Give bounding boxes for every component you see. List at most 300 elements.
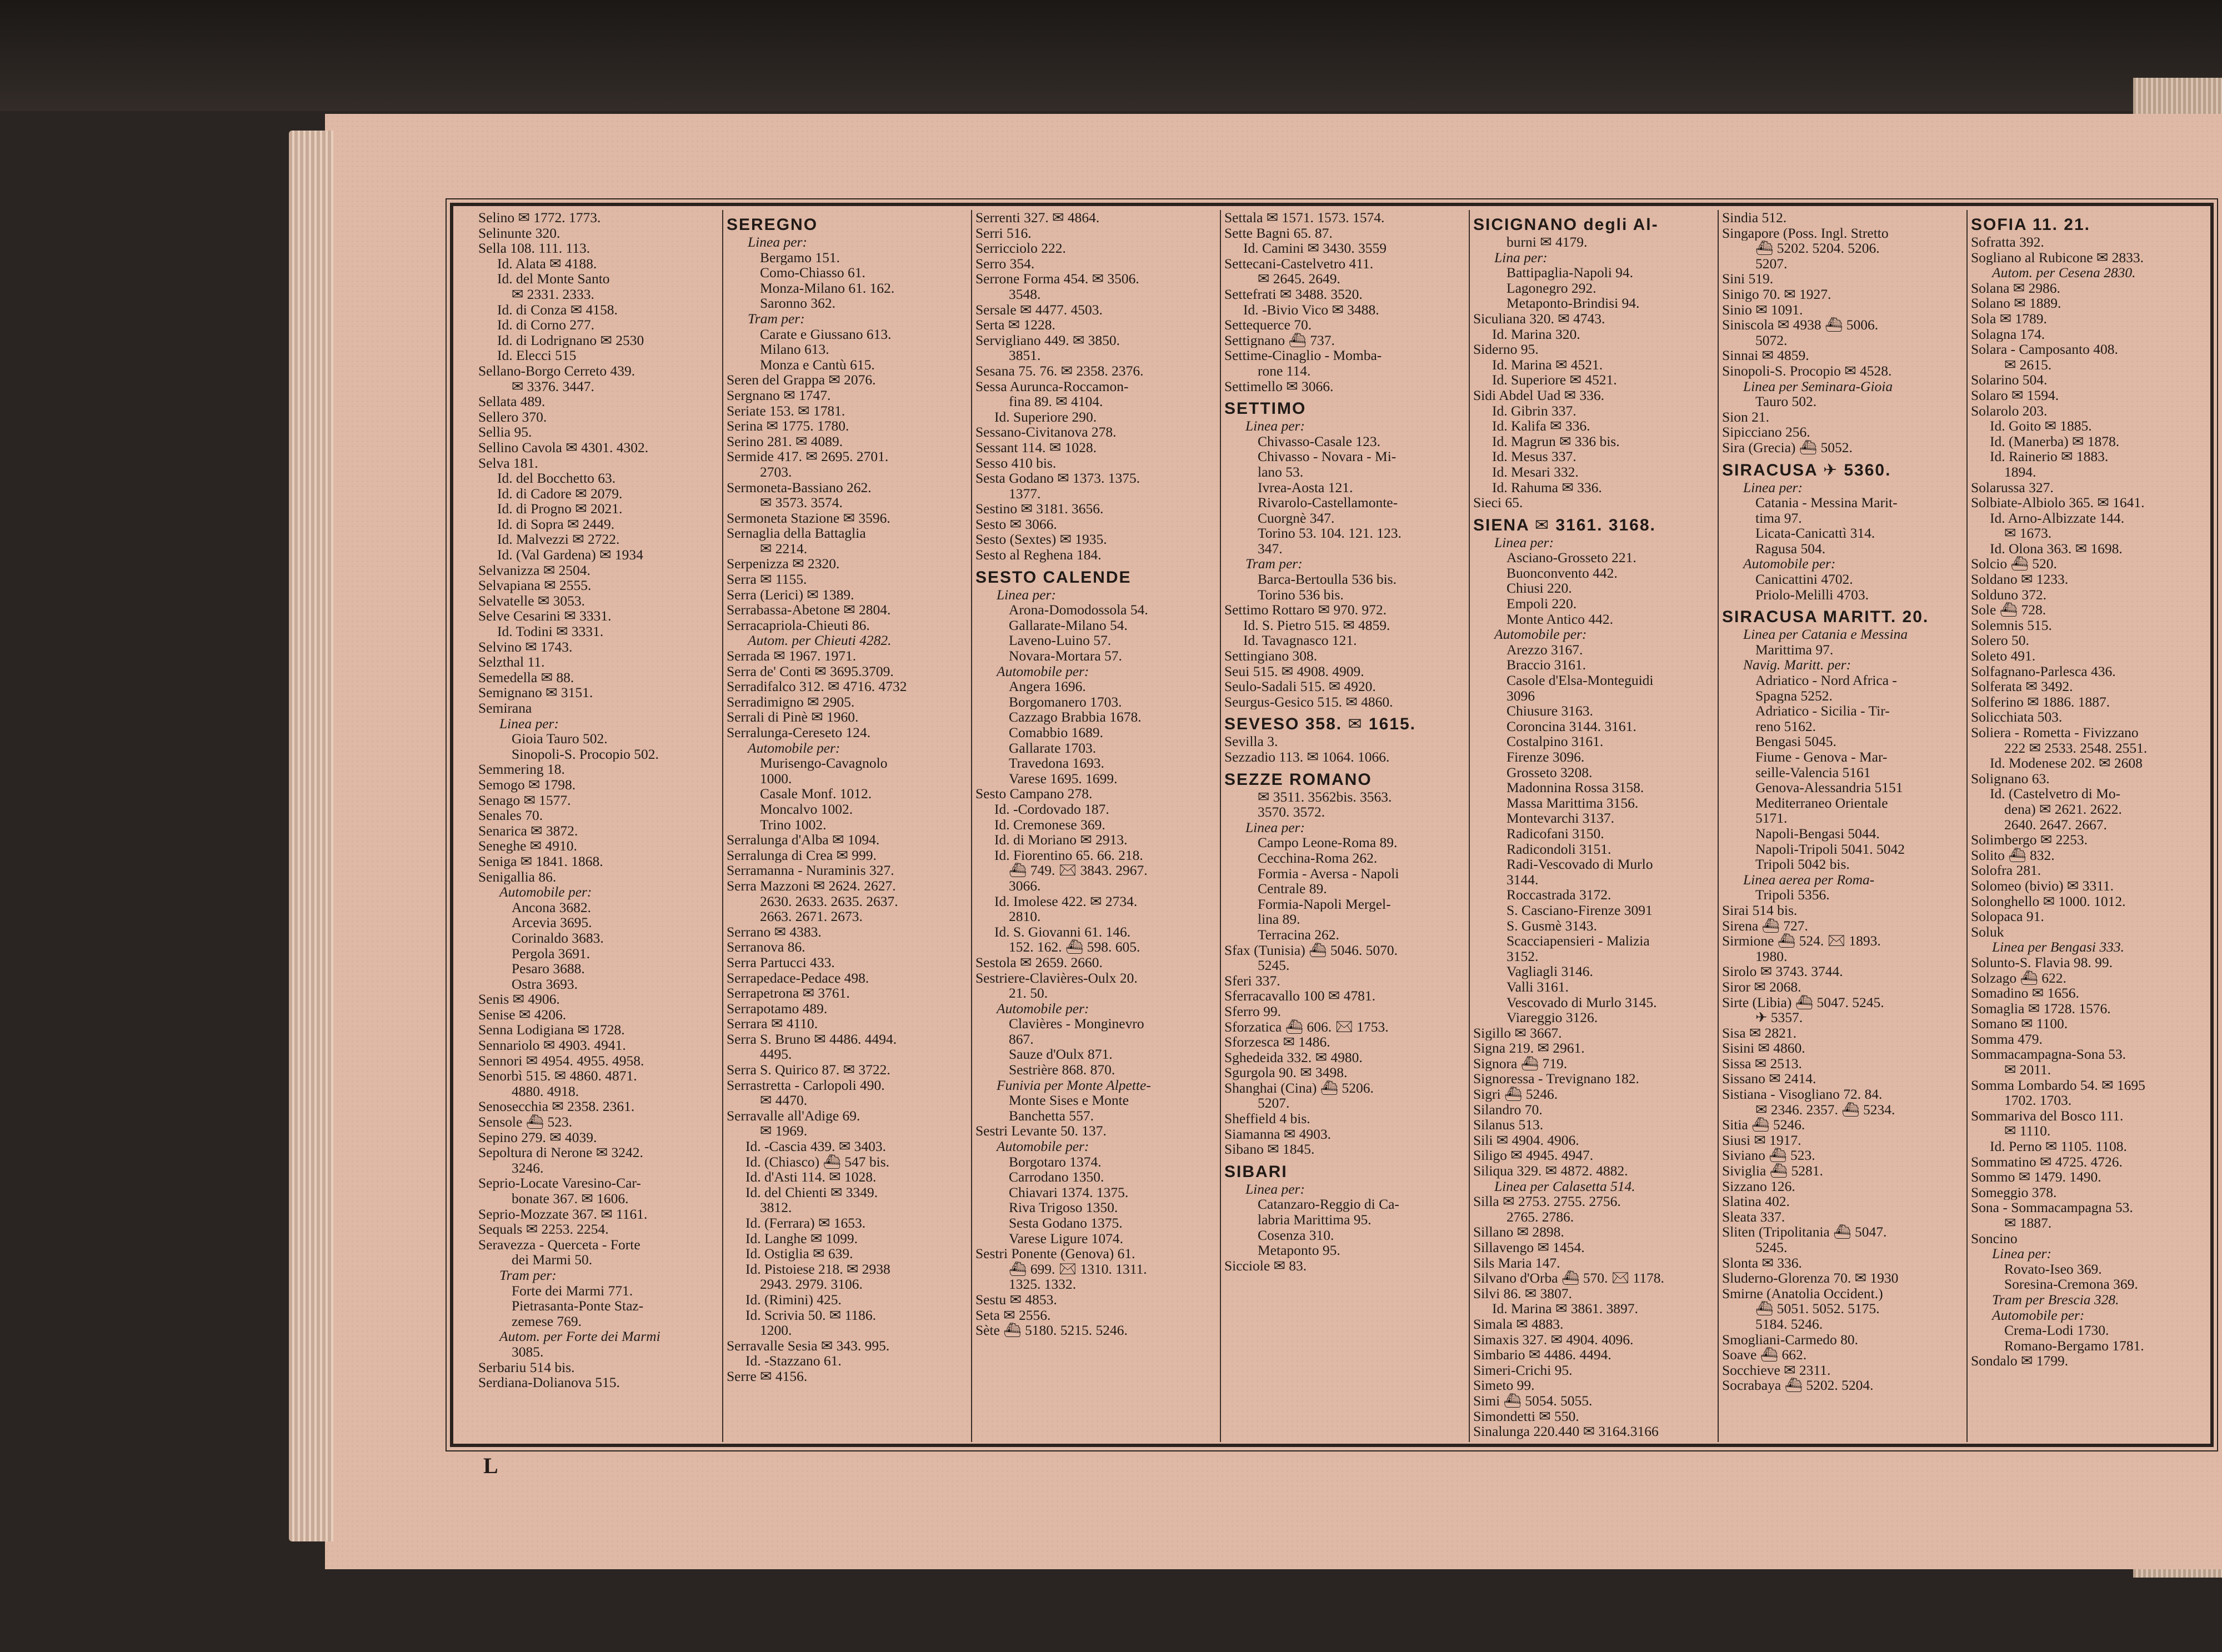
index-entry: Sicciole ✉ 83. — [1224, 1258, 1307, 1274]
index-column-5 — [1469, 210, 1718, 1442]
index-entry: Sirmione ⛴ 524. ✉ 1893. — [1722, 933, 1881, 949]
index-entry: Linea per: — [1992, 1246, 2051, 1261]
index-entry: Automobile per: — [1494, 627, 1587, 642]
index-entry: ✉ 3511. 3562bis. 3563. — [1258, 789, 1392, 805]
index-entry: Solunto-S. Flavia 98. 99. — [1971, 954, 2113, 970]
index-entry: Sellino Cavola ✉ 4301. 4302. — [478, 439, 649, 455]
index-entry: Id. (Castelvetro di Mo- — [1990, 786, 2121, 802]
index-entry: 1894. — [2004, 464, 2036, 480]
index-entry: 3570. 3572. — [1258, 804, 1325, 820]
index-entry: Sellano-Borgo Cerreto 439. — [478, 363, 635, 379]
index-entry: Id. del Bocchetto 63. — [497, 470, 616, 486]
station-heading: SESTO CALENDE — [975, 568, 1132, 587]
index-entry: Id. Scrivia 50. ✉ 1186. — [745, 1307, 877, 1323]
index-entry: Sesta Godano 1375. — [1009, 1215, 1123, 1231]
index-entry: Sestrière 868. 870. — [1009, 1062, 1115, 1078]
index-entry: Sellia 95. — [478, 424, 532, 440]
index-entry: Id. Cremonese 369. — [994, 817, 1105, 833]
index-entry: Firenze 3096. — [1507, 749, 1585, 765]
index-entry: Sils Maria 147. — [1473, 1255, 1560, 1271]
index-entry: Sogliano al Rubicone ✉ 2833. — [1971, 249, 2144, 266]
index-entry: Solana ✉ 2986. — [1971, 280, 2060, 296]
index-entry: Sinopoli-S. Procopio 502. — [512, 746, 659, 762]
index-entry: Rivarolo-Castellamonte- — [1258, 495, 1398, 510]
index-entry: Sinalunga 220.440 ✉ 3164.3166 — [1473, 1424, 1659, 1439]
index-entry: Empoli 220. — [1507, 596, 1577, 612]
index-entry: Silvano d'Orba ⛴ 570. ✉ 1178. — [1473, 1270, 1664, 1286]
index-entry: Serralunga d'Alba ✉ 1094. — [727, 832, 880, 848]
index-entry: Sergnano ✉ 1747. — [727, 387, 831, 403]
index-entry: Id. Magrun ✉ 336 bis. — [1492, 433, 1620, 449]
index-entry: Coroncina 3144. 3161. — [1507, 718, 1637, 734]
index-entry: Pesaro 3688. — [512, 961, 585, 977]
index-entry: Sermoneta-Bassiano 262. — [727, 479, 872, 495]
index-entry: Canicattini 4702. — [1755, 572, 1853, 587]
index-entry: Automobile per: — [997, 1000, 1089, 1017]
index-entry: Bergamo 151. — [760, 249, 840, 266]
index-entry: Senna Lodigiana ✉ 1728. — [478, 1022, 625, 1038]
index-entry: Asciano-Grosseto 221. — [1507, 550, 1637, 565]
index-entry: Automobile per: — [997, 663, 1089, 679]
index-entry: Sessa Aurunca-Roccamon- — [975, 378, 1129, 394]
index-entry: Como-Chiasso 61. — [760, 265, 865, 281]
index-entry: Napoli-Bengasi 5044. — [1755, 825, 1880, 842]
index-entry: 867. — [1009, 1031, 1034, 1047]
index-entry: Tram per: — [748, 311, 805, 327]
station-heading: SICIGNANO degli Al- — [1473, 216, 1659, 234]
index-entry: 347. — [1258, 540, 1283, 557]
index-entry: Sferi 337. — [1224, 973, 1280, 989]
index-entry: Id. di Moriano ✉ 2913. — [994, 832, 1128, 848]
index-entry: Fiume - Genova - Mar- — [1755, 749, 1888, 765]
index-entry: Tripoli 5356. — [1755, 887, 1830, 903]
index-entry: Silla ✉ 2753. 2755. 2756. — [1473, 1194, 1621, 1209]
index-entry: dena) ✉ 2621. 2622. — [2004, 801, 2122, 817]
index-entry: 5245. — [1755, 1240, 1788, 1255]
index-entry: Seta ✉ 2556. — [975, 1307, 1051, 1323]
index-entry: Solero 50. — [1971, 633, 2029, 649]
index-entry: Selva 181. — [478, 455, 538, 471]
index-entry: Radi-Vescovado di Murlo — [1507, 857, 1653, 872]
index-entry: Crema-Lodi 1730. — [2004, 1323, 2109, 1338]
index-entry: Vagliagli 3146. — [1507, 964, 1593, 979]
index-entry: Serralunga di Crea ✉ 999. — [727, 847, 877, 863]
index-entry: Ostra 3693. — [512, 976, 578, 992]
index-entry: Monte Antico 442. — [1507, 611, 1613, 627]
index-entry: Sette Bagni 65. 87. — [1224, 225, 1333, 241]
index-entry: Solito ⛴ 832. — [1971, 847, 2055, 863]
index-entry: Radicondoli 3151. — [1507, 841, 1612, 857]
index-entry: Id. d'Asti 114. ✉ 1028. — [745, 1169, 877, 1185]
index-entry: Tram per: — [1245, 556, 1303, 572]
index-entry: ✉ 2011. — [2004, 1062, 2051, 1078]
index-entry: Serrone Forma 454. ✉ 3506. — [975, 271, 1139, 287]
index-entry: Semirana — [478, 700, 532, 716]
index-entry: Cuorgnè 347. — [1258, 510, 1335, 526]
index-entry: Automobile per: — [499, 884, 592, 900]
index-entry: Gallarate-Milano 54. — [1009, 617, 1128, 633]
index-entry: 5184. 5246. — [1755, 1316, 1823, 1332]
index-entry: Sessant 114. ✉ 1028. — [975, 439, 1097, 455]
index-entry: 2703. — [760, 464, 792, 480]
station-heading: SIBARI — [1224, 1162, 1288, 1181]
index-entry: Seren del Grappa ✉ 2076. — [727, 372, 876, 388]
index-entry: Sirolo ✉ 3743. 3744. — [1722, 964, 1843, 979]
index-entry: Somma Lombardo 54. ✉ 1695 — [1971, 1077, 2145, 1093]
index-entry: Linea per: — [1245, 1181, 1305, 1197]
index-entry: Sola ✉ 1789. — [1971, 311, 2047, 327]
index-entry: Varese 1695. 1699. — [1009, 770, 1118, 787]
index-entry: Ancona 3682. — [512, 899, 592, 915]
index-entry: Silanus 513. — [1473, 1117, 1544, 1133]
index-entry: Sinio ✉ 1091. — [1722, 302, 1803, 318]
index-entry: Funivia per Monte Alpette- — [997, 1077, 1151, 1093]
index-entry: Id. S. Pietro 515. ✉ 4859. — [1243, 617, 1390, 633]
index-entry: Socchieve ✉ 2311. — [1722, 1362, 1831, 1378]
index-entry: Sion 21. — [1722, 409, 1770, 425]
index-entry: 3096 — [1507, 688, 1535, 704]
index-entry: Somadino ✉ 1656. — [1971, 985, 2079, 1001]
index-entry: Serrano ✉ 4383. — [727, 924, 822, 940]
index-entry: Id. Arno-Albizzate 144. — [1990, 510, 2125, 526]
index-entry: Sillano ✉ 2898. — [1473, 1224, 1564, 1240]
index-entry: Sipicciano 256. — [1722, 424, 1810, 440]
index-entry: Sète ⛴ 5180. 5215. 5246. — [975, 1323, 1128, 1338]
index-entry: Solferata ✉ 3492. — [1971, 679, 2073, 694]
index-entry: Senales 70. — [478, 808, 543, 823]
index-entry: 4495. — [760, 1047, 792, 1063]
index-entry: Adriatico - Sicilia - Tir- — [1755, 703, 1890, 719]
index-entry: Settala ✉ 1571. 1573. 1574. — [1224, 210, 1385, 226]
index-column-3 — [971, 210, 1220, 1442]
index-entry: Corinaldo 3683. — [512, 930, 604, 946]
index-entry: Costalpino 3161. — [1507, 734, 1604, 749]
index-entry: bonate 367. ✉ 1606. — [512, 1191, 629, 1207]
index-entry: Somano ✉ 1100. — [1971, 1016, 2068, 1032]
index-entry: Seprio-Locate Varesino-Car- — [478, 1175, 641, 1191]
index-entry: Id. S. Giovanni 61. 146. — [994, 924, 1131, 940]
index-entry: Id. Mesus 337. — [1492, 449, 1577, 464]
index-entry: Serralunga-Cereseto 124. — [727, 725, 871, 740]
index-entry: Id. Marina 320. — [1492, 326, 1580, 342]
index-entry: Sisa ✉ 2821. — [1722, 1025, 1796, 1041]
index-entry: Sferracavallo 100 ✉ 4781. — [1224, 988, 1376, 1004]
index-entry: 222 ✉ 2533. 2548. 2551. — [2004, 740, 2148, 756]
index-entry: Chiavari 1374. 1375. — [1009, 1184, 1129, 1200]
index-entry: Simi ⛴ 5054. 5055. — [1473, 1393, 1593, 1409]
index-entry: Slonta ✉ 336. — [1722, 1255, 1802, 1271]
index-entry: Sheffield 4 bis. — [1224, 1111, 1310, 1127]
index-entry: Solcio ⛴ 520. — [1971, 556, 2057, 572]
index-entry: 2630. 2633. 2635. 2637. — [760, 893, 898, 909]
index-entry: Soleto 491. — [1971, 648, 2036, 664]
index-entry: Serrenti 327. ✉ 4864. — [975, 210, 1100, 226]
index-entry: seille-Valencia 5161 — [1755, 764, 1871, 780]
index-entry: Linea per: — [1245, 418, 1305, 434]
index-entry: Smogliani-Carmedo 80. — [1722, 1331, 1859, 1348]
index-entry: Signora ⛴ 719. — [1473, 1055, 1568, 1072]
index-entry: Linea per: — [748, 234, 807, 250]
index-entry: Genova-Alessandria 5151 — [1755, 780, 1903, 795]
index-entry: Seurgus-Gesico 515. ✉ 4860. — [1224, 694, 1393, 710]
index-entry: Id. (Manerba) ✉ 1878. — [1990, 433, 2120, 449]
index-entry: Sinnai ✉ 4859. — [1722, 348, 1809, 363]
index-entry: Solopaca 91. — [1971, 909, 2044, 924]
index-entry: Automobile per: — [748, 740, 840, 756]
index-entry: Sondalo ✉ 1799. — [1971, 1353, 2069, 1369]
index-entry: Madonnina Rossa 3158. — [1507, 780, 1644, 795]
index-entry: Saronno 362. — [760, 296, 835, 311]
index-entry: Semogo ✉ 1798. — [478, 777, 576, 793]
index-entry: Serricciolo 222. — [975, 241, 1066, 256]
index-entry: Sirena ⛴ 727. — [1722, 918, 1808, 934]
index-entry: Cecchina-Roma 262. — [1258, 850, 1378, 866]
index-entry: Selve Cesarini ✉ 3331. — [478, 608, 612, 624]
index-entry: Solimbergo ✉ 2253. — [1971, 832, 2088, 848]
index-entry: Automobile per: — [1743, 556, 1836, 572]
index-entry: 3246. — [512, 1160, 544, 1176]
index-entry: Siusi ✉ 1917. — [1722, 1132, 1801, 1148]
index-entry: Siliqua 329. ✉ 4872. 4882. — [1473, 1163, 1628, 1179]
index-entry: 1000. — [760, 770, 792, 787]
index-entry: Mediterraneo Orientale — [1755, 795, 1888, 811]
index-entry: Id. -Stazzano 61. — [745, 1353, 842, 1369]
index-entry: reno 5162. — [1755, 718, 1816, 734]
index-entry: Id. (Val Gardena) ✉ 1934 — [497, 547, 643, 563]
index-entry: Cosenza 310. — [1258, 1227, 1334, 1243]
index-entry: Grosseto 3208. — [1507, 764, 1593, 780]
index-entry: Sillavengo ✉ 1454. — [1473, 1240, 1585, 1255]
index-entry: Semedella ✉ 88. — [478, 669, 574, 685]
index-entry: Id. Fiorentino 65. 66. 218. — [994, 847, 1143, 863]
index-entry: Sona - Sommacampagna 53. — [1971, 1200, 2133, 1215]
index-entry: Serdiana-Dolianova 515. — [478, 1375, 620, 1390]
index-entry: Selvino ✉ 1743. — [478, 639, 573, 655]
index-entry: Arona-Domodossola 54. — [1009, 602, 1148, 618]
index-entry: burni ✉ 4179. — [1507, 234, 1588, 250]
index-entry: Serbariu 514 bis. — [478, 1359, 575, 1375]
index-entry: Id. Kalifa ✉ 336. — [1492, 418, 1590, 434]
index-entry: Serri 516. — [975, 225, 1032, 241]
index-entry: Milano 613. — [760, 342, 829, 357]
index-entry: Id. Olona 363. ✉ 1698. — [1990, 540, 2123, 557]
index-entry: Centrale 89. — [1258, 881, 1327, 897]
index-entry: Napoli-Tripoli 5041. 5042 — [1755, 841, 1905, 857]
index-entry: ✈ 5357. — [1755, 1010, 1803, 1025]
index-entry: 2640. 2647. 2667. — [2004, 817, 2107, 833]
index-entry: Solfagnano-Parlesca 436. — [1971, 663, 2116, 679]
index-entry: Moncalvo 1002. — [760, 801, 853, 817]
index-entry: Socrabaya ⛴ 5202. 5204. — [1722, 1378, 1874, 1393]
index-entry: Novara-Mortara 57. — [1009, 648, 1122, 664]
index-entry: Solferino ✉ 1886. 1887. — [1971, 694, 2110, 710]
index-entry: Id. -Cordovado 187. — [994, 801, 1109, 817]
index-entry: Solonghello ✉ 1000. 1012. — [1971, 893, 2126, 909]
index-entry: Senosecchia ✉ 2358. 2361. — [478, 1099, 635, 1115]
index-entry: Sersale ✉ 4477. 4503. — [975, 302, 1103, 318]
index-entry: Semmering 18. — [478, 762, 565, 777]
index-entry: Settignano ⛴ 737. — [1224, 332, 1335, 348]
station-heading: SIENA ✉ 3161. 3168. — [1473, 515, 1656, 534]
index-entry: Angera 1696. — [1009, 679, 1086, 694]
index-entry: Selvanizza ✉ 2504. — [478, 562, 590, 578]
index-entry: Sluderno-Glorenza 70. ✉ 1930 — [1722, 1270, 1899, 1286]
index-entry: Sommariva del Bosco 111. — [1971, 1108, 2124, 1124]
index-entry: dei Marmi 50. — [512, 1252, 593, 1268]
index-entry: Solemnis 515. — [1971, 617, 2052, 633]
index-entry: Solarussa 327. — [1971, 479, 2054, 495]
index-entry: Siligo ✉ 4945. 4947. — [1473, 1148, 1594, 1164]
index-entry: Sommo ✉ 1479. 1490. — [1971, 1169, 2101, 1185]
index-entry: Sesana 75. 76. ✉ 2358. 2376. — [975, 363, 1144, 379]
index-entry: 1377. — [1009, 485, 1041, 502]
index-entry: Solara - Camposanto 408. — [1971, 342, 2118, 357]
station-heading: SEREGNO — [727, 216, 818, 234]
index-entry: 1325. 1332. — [1009, 1276, 1077, 1292]
index-entry: Automobile per: — [997, 1139, 1089, 1154]
index-entry: ✉ 1110. — [2004, 1123, 2051, 1139]
index-entry: 5245. — [1258, 958, 1290, 973]
index-entry: Id. Goito ✉ 1885. — [1990, 418, 2092, 434]
index-entry: Tripoli 5042 bis. — [1755, 857, 1850, 872]
index-entry: Roccastrada 3172. — [1507, 887, 1612, 903]
index-entry: Sindia 512. — [1722, 210, 1787, 226]
index-entry: Terracina 262. — [1258, 927, 1339, 943]
index-entry: Solarino 504. — [1971, 372, 2048, 388]
index-entry: Signa 219. ✉ 2961. — [1473, 1040, 1585, 1056]
index-entry: Id. -Bivio Vico ✉ 3488. — [1243, 302, 1379, 318]
index-entry: Sidi Abdel Uad ✉ 336. — [1473, 387, 1604, 403]
index-entry: Id. (Chiasco) ⛴ 547 bis. — [745, 1154, 890, 1170]
index-entry: Serrali di Pinè ✉ 1960. — [727, 709, 859, 725]
index-entry: Id. Modenese 202. ✉ 2608 — [1990, 755, 2143, 771]
index-entry: Torino 53. 104. 121. 123. — [1258, 525, 1402, 541]
index-entry: S. Gusmè 3143. — [1507, 918, 1597, 934]
index-entry: Serpenizza ✉ 2320. — [727, 556, 840, 572]
index-entry: Smirne (Anatolia Occident.) — [1722, 1285, 1883, 1301]
index-entry: Sferro 99. — [1224, 1003, 1281, 1019]
index-entry: ⛴ 699. ✉ 1310. 1311. — [1009, 1261, 1147, 1277]
index-entry: Id. Mesari 332. — [1492, 464, 1579, 480]
index-entry: Selvatelle ✉ 3053. — [478, 593, 585, 609]
index-entry: Someggio 378. — [1971, 1184, 2057, 1200]
index-entry: Id. Rahuma ✉ 336. — [1492, 479, 1602, 495]
index-entry: Sinigo 70. ✉ 1927. — [1722, 286, 1831, 302]
index-entry: Simbario ✉ 4486. 4494. — [1473, 1347, 1612, 1363]
index-entry: Casale Monf. 1012. — [760, 786, 872, 802]
index-entry: Siamanna ✉ 4903. — [1224, 1126, 1332, 1142]
index-entry: Autom. per Forte dei Marmi — [499, 1329, 660, 1344]
index-entry: ✉ 1673. — [2004, 525, 2052, 541]
index-entry: Sensole ⛴ 523. — [478, 1114, 573, 1130]
index-entry: Serra ✉ 1155. — [727, 572, 807, 587]
index-entry: Sesto (Sextes) ✉ 1935. — [975, 532, 1107, 548]
index-entry: Serra S. Quirico 87. ✉ 3722. — [727, 1062, 890, 1078]
index-entry: Massa Marittima 3156. — [1507, 795, 1639, 811]
index-entry: Sessano-Civitanova 278. — [975, 424, 1117, 440]
index-entry: Simeto 99. — [1473, 1378, 1535, 1393]
index-entry: ⛴ 5051. 5052. 5175. — [1755, 1301, 1880, 1316]
index-entry: Id. Rainerio ✉ 1883. — [1990, 449, 2109, 464]
index-entry: Serravalle Sesia ✉ 343. 995. — [727, 1338, 890, 1354]
index-entry: 2663. 2671. 2673. — [760, 909, 863, 924]
page-folio: L — [483, 1453, 498, 1478]
index-entry: 2943. 2979. 3106. — [760, 1276, 863, 1292]
index-entry: Selzthal 11. — [478, 654, 545, 670]
index-entry: Somaglia ✉ 1728. 1576. — [1971, 1000, 2111, 1017]
index-entry: Soncino — [1971, 1230, 2018, 1246]
index-entry: Sauze d'Oulx 871. — [1009, 1047, 1113, 1063]
index-entry: Sfax (Tunisia) ⛴ 5046. 5070. — [1224, 942, 1398, 958]
page-edge-stack — [289, 131, 333, 1541]
index-entry: Sequals ✉ 2253. 2254. — [478, 1222, 609, 1237]
index-entry: Seulo-Sadali 515. ✉ 4920. — [1224, 679, 1376, 694]
index-entry: fina 89. ✉ 4104. — [1009, 394, 1103, 409]
index-entry: Valli 3161. — [1507, 979, 1569, 995]
index-entry: Serina ✉ 1775. 1780. — [727, 418, 849, 434]
index-entry: Servigliano 449. ✉ 3850. — [975, 332, 1120, 348]
index-entry: Sommatino ✉ 4725. 4726. — [1971, 1154, 2123, 1170]
index-entry: Chivasso - Novara - Mi- — [1258, 449, 1397, 464]
index-entry: Serra (Lerici) ✉ 1389. — [727, 587, 854, 603]
index-entry: Settimo Rottaro ✉ 970. 972. — [1224, 602, 1387, 618]
index-entry: Id. Superiore ✉ 4521. — [1492, 372, 1617, 388]
index-entry: Pietrasanta-Ponte Staz- — [512, 1298, 644, 1314]
index-entry: lina 89. — [1258, 912, 1300, 927]
index-entry: Soldano ✉ 1233. — [1971, 572, 2069, 587]
index-entry: Id. Perno ✉ 1105. 1108. — [1990, 1139, 2127, 1154]
index-entry: Senago ✉ 1577. — [478, 792, 571, 808]
index-entry: Id. del Chienti ✉ 3349. — [745, 1184, 878, 1200]
index-column-4 — [1220, 210, 1469, 1442]
index-entry: Sleata 337. — [1722, 1209, 1785, 1225]
index-entry: Sesto Campano 278. — [975, 786, 1093, 802]
index-entry: Serre ✉ 4156. — [727, 1368, 808, 1384]
index-entry: Comabbio 1689. — [1009, 725, 1103, 740]
index-entry: Monte Sises e Monte — [1009, 1093, 1129, 1108]
index-entry: Serradimigno ✉ 2905. — [727, 694, 855, 710]
index-entry: Navig. Maritt. per: — [1743, 657, 1851, 673]
index-entry: Solagna 174. — [1971, 326, 2045, 342]
index-entry: Tram per Brescia 328. — [1992, 1291, 2119, 1308]
index-entry: Monza e Cantù 615. — [760, 357, 875, 373]
index-entry: Sestri Levante 50. 137. — [975, 1123, 1107, 1139]
index-entry: Signoressa - Trevignano 182. — [1473, 1071, 1639, 1087]
index-entry: Selino ✉ 1772. 1773. — [478, 210, 601, 226]
index-entry: Simeri-Crichi 95. — [1473, 1362, 1573, 1378]
index-entry: 2765. 2786. — [1507, 1209, 1574, 1225]
index-entry: Sestino ✉ 3181. 3656. — [975, 501, 1104, 517]
index-entry: Autom. per Cesena 2830. — [1992, 265, 2136, 281]
index-entry: Sommacampagna-Sona 53. — [1971, 1047, 2126, 1063]
index-entry: rone 114. — [1258, 363, 1311, 379]
index-entry: Campo Leone-Roma 89. — [1258, 835, 1398, 850]
index-entry: Solaro ✉ 1594. — [1971, 387, 2059, 403]
index-entry: ✉ 2331. 2333. — [512, 286, 594, 302]
index-entry: 1702. 1703. — [2004, 1093, 2072, 1108]
index-entry: Id. Ostiglia ✉ 639. — [745, 1246, 853, 1261]
index-entry: Simondetti ✉ 550. — [1473, 1408, 1579, 1424]
index-entry: Serino 281. ✉ 4089. — [727, 433, 843, 449]
index-entry: Sforzatica ⛴ 606. ✉ 1753. — [1224, 1019, 1389, 1035]
index-entry: Solzago ⛴ 622. — [1971, 970, 2066, 986]
index-entry: Id. Gibrin 337. — [1492, 403, 1577, 419]
index-entry: Siviglia ⛴ 5281. — [1722, 1163, 1823, 1179]
index-entry: Sennariolo ✉ 4903. 4941. — [478, 1038, 626, 1053]
index-entry: Spagna 5252. — [1755, 688, 1833, 704]
index-entry: Serradifalco 312. ✉ 4716. 4732 — [727, 679, 907, 694]
index-entry: Singapore (Poss. Ingl. Stretto — [1722, 225, 1889, 241]
